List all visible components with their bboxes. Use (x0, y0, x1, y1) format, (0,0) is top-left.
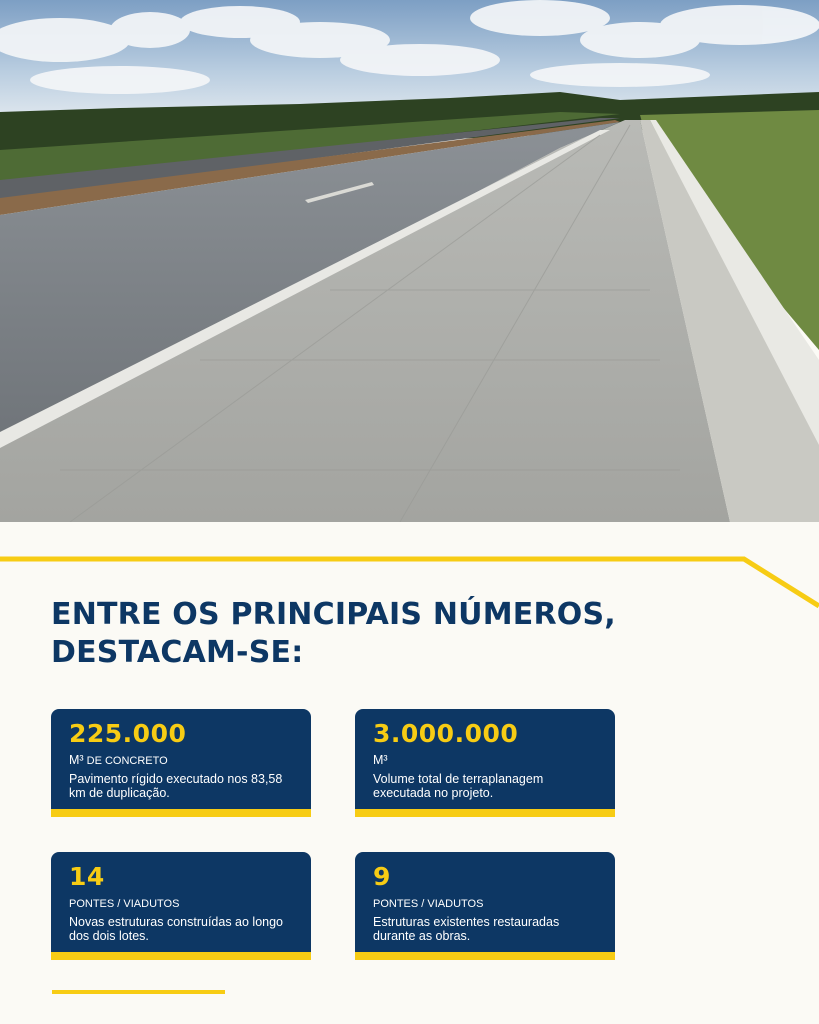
stat-number: 3.000.000 (373, 719, 519, 748)
stat-number: 14 (69, 862, 105, 891)
stat-unit-main: M³ (69, 753, 84, 767)
stat-unit-rest: DE CONCRETO (83, 755, 168, 767)
stat-description: Estruturas existentes restauradas durante as obras. (373, 915, 560, 943)
stat-unit (373, 753, 597, 768)
stat-number: 225.000 (69, 719, 187, 748)
stat-unit-rest: PONTES / VIADUTOS (373, 898, 484, 910)
stat-unit (69, 896, 293, 911)
footer-yellow-rule (52, 990, 225, 994)
stat-description: Pavimento rígido executado nos 83,58 km de duplicação. (69, 772, 283, 800)
stat-card-earthwork (355, 709, 615, 817)
stat-unit (69, 753, 293, 768)
stat-number: 9 (373, 862, 391, 891)
stat-card-restored-bridges (355, 852, 615, 960)
heading-line-1: ENTRE OS PRINCIPAIS NÚMEROS, (51, 597, 616, 632)
stat-unit-rest: PONTES / VIADUTOS (69, 898, 180, 910)
stat-unit-main: M³ (373, 753, 388, 767)
stat-description: Novas estruturas construídas ao longo dos dois lotes. (69, 915, 284, 943)
stat-card-concrete (51, 709, 311, 817)
heading-line-2: DESTACAM-SE: (51, 635, 304, 670)
section-heading (51, 596, 691, 672)
stat-card-new-bridges (51, 852, 311, 960)
stat-unit (373, 896, 597, 911)
stat-description: Volume total de terraplanagem executada no projeto. (373, 772, 544, 800)
